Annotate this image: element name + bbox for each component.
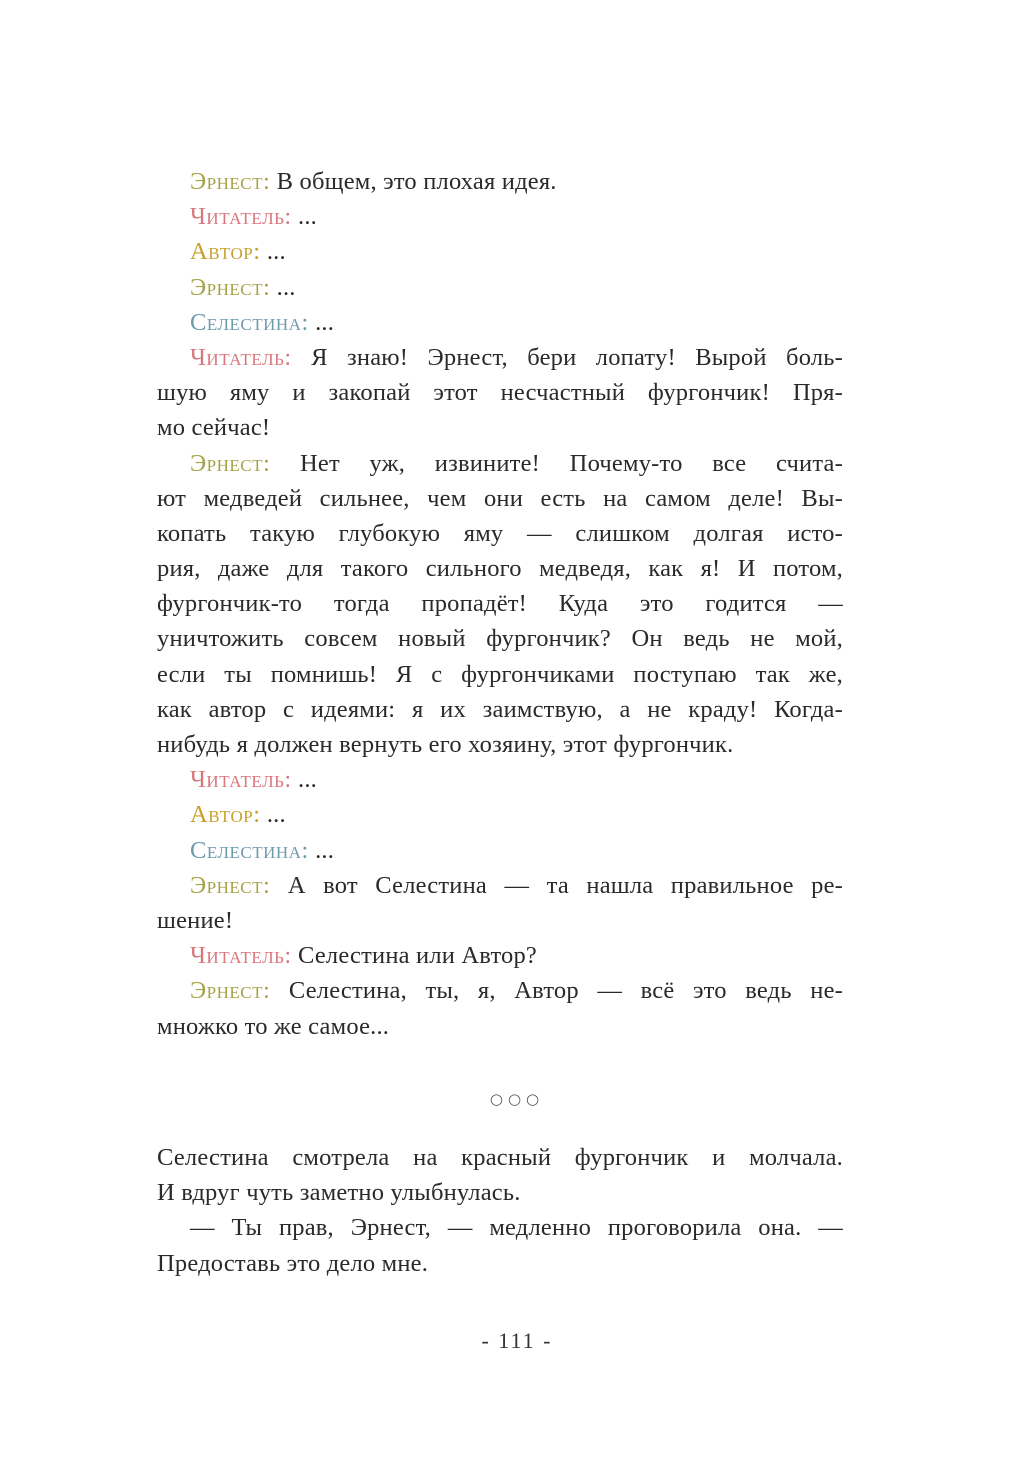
- text-line: [157, 727, 843, 762]
- text-line: [157, 657, 843, 692]
- dialogue-text: ...: [266, 238, 286, 266]
- text-line: [157, 305, 843, 340]
- dialogue-text: нибудь я должен вернуть его хозяину, этот фургончик.: [157, 731, 734, 758]
- text-line: [157, 1175, 843, 1210]
- dialogue-text: рия, даже для такого сильного медведя, как я! И потом,: [157, 555, 843, 583]
- text-line: [157, 868, 843, 903]
- speaker-label: Эрнест:: [190, 168, 271, 195]
- text-line: [157, 692, 843, 727]
- narrative-text: — Ты прав, Эрнест, — медленно проговорила она. —: [190, 1214, 843, 1242]
- text-line: [157, 164, 843, 199]
- dialogue-text: мо сейчас!: [157, 414, 271, 442]
- text-line: [157, 938, 843, 973]
- speaker-label: Автор:: [190, 801, 261, 829]
- dialogue-text: множко то же самое...: [157, 1012, 390, 1040]
- dialogue-text: фургончик-то тогда пропадёт! Куда это годится —: [157, 590, 843, 618]
- text-line: [157, 1210, 843, 1245]
- dialogue-text: ...: [315, 836, 335, 864]
- text-line: [157, 446, 843, 481]
- speaker-label: Эрнест:: [190, 273, 271, 301]
- speaker-label: Селестина:: [190, 836, 309, 864]
- dialogue-text: ...: [298, 766, 317, 794]
- dialogue-text: ...: [315, 308, 335, 336]
- dialogue-text: Я знаю! Эрнест, бери лопату! Вырой боль-: [311, 343, 843, 371]
- text-line: [157, 375, 843, 410]
- dialogue-text: ...: [276, 273, 296, 301]
- dialogue-text: Нет уж, извините! Почему-то все счита-: [300, 449, 843, 477]
- text-line: [157, 797, 843, 832]
- speaker-label: Читатель:: [190, 766, 292, 794]
- dialogue-text: В общем, это плохая идея.: [276, 168, 557, 195]
- section-separator: ○○○: [489, 1090, 545, 1108]
- page-number: - 111 -: [481, 1328, 553, 1353]
- narrative-block: [157, 1140, 843, 1281]
- speaker-label: Автор:: [190, 238, 261, 266]
- text-line: [157, 973, 843, 1008]
- speaker-label: Эрнест:: [190, 449, 271, 477]
- dialogue-text: ...: [266, 801, 286, 829]
- text-line: [157, 410, 843, 445]
- text-line: [157, 340, 843, 375]
- dialogue-text: уничтожить совсем новый фургончик? Он ведь не мой,: [157, 625, 843, 653]
- speaker-label: Эрнест:: [190, 871, 271, 899]
- text-line: [157, 551, 843, 586]
- text-line: [157, 762, 843, 797]
- speaker-label: Читатель:: [190, 343, 292, 371]
- text-line: [157, 270, 843, 305]
- dialogue-text: ...: [298, 203, 317, 231]
- dialogue-text: шую яму и закопай этот несчастный фургончик! Пря-: [157, 379, 843, 407]
- text-line: [157, 481, 843, 516]
- dialogue-block: [157, 164, 843, 1044]
- text-line: [157, 199, 843, 234]
- text-line: [157, 1246, 843, 1281]
- speaker-label: Эрнест:: [190, 977, 271, 1005]
- text-line: [157, 833, 843, 868]
- text-line: [157, 621, 843, 656]
- dialogue-text: копать такую глубокую яму — слишком долгая исто-: [157, 519, 843, 547]
- dialogue-text: Селестина, ты, я, Автор — всё это ведь не-: [288, 977, 843, 1005]
- text-line: [157, 586, 843, 621]
- speaker-label: Селестина:: [190, 308, 309, 336]
- text-line: [157, 903, 843, 938]
- dialogue-text: ют медведей сильнее, чем они есть на самом деле! Вы-: [157, 484, 843, 512]
- text-line: [157, 1140, 843, 1175]
- dialogue-text: Селестина или Автор?: [298, 942, 538, 970]
- dialogue-text: если ты помнишь! Я с фургончиками поступаю так же,: [157, 660, 843, 688]
- dialogue-text: как автор с идеями: я их заимствую, а не краду! Когда-: [157, 695, 843, 723]
- narrative-text: Предоставь это дело мне.: [157, 1249, 429, 1277]
- text-line: [157, 1009, 843, 1044]
- dialogue-text: А вот Селестина — та нашла правильное ре-: [287, 871, 843, 899]
- speaker-label: Читатель:: [190, 203, 292, 231]
- text-line: [157, 516, 843, 551]
- speaker-label: Читатель:: [190, 942, 292, 970]
- narrative-text: И вдруг чуть заметно улыбнулась.: [157, 1179, 521, 1207]
- narrative-text: Селестина смотрела на красный фургончик и молчала.: [157, 1144, 843, 1171]
- dialogue-text: шение!: [157, 906, 234, 934]
- text-line: [157, 234, 843, 269]
